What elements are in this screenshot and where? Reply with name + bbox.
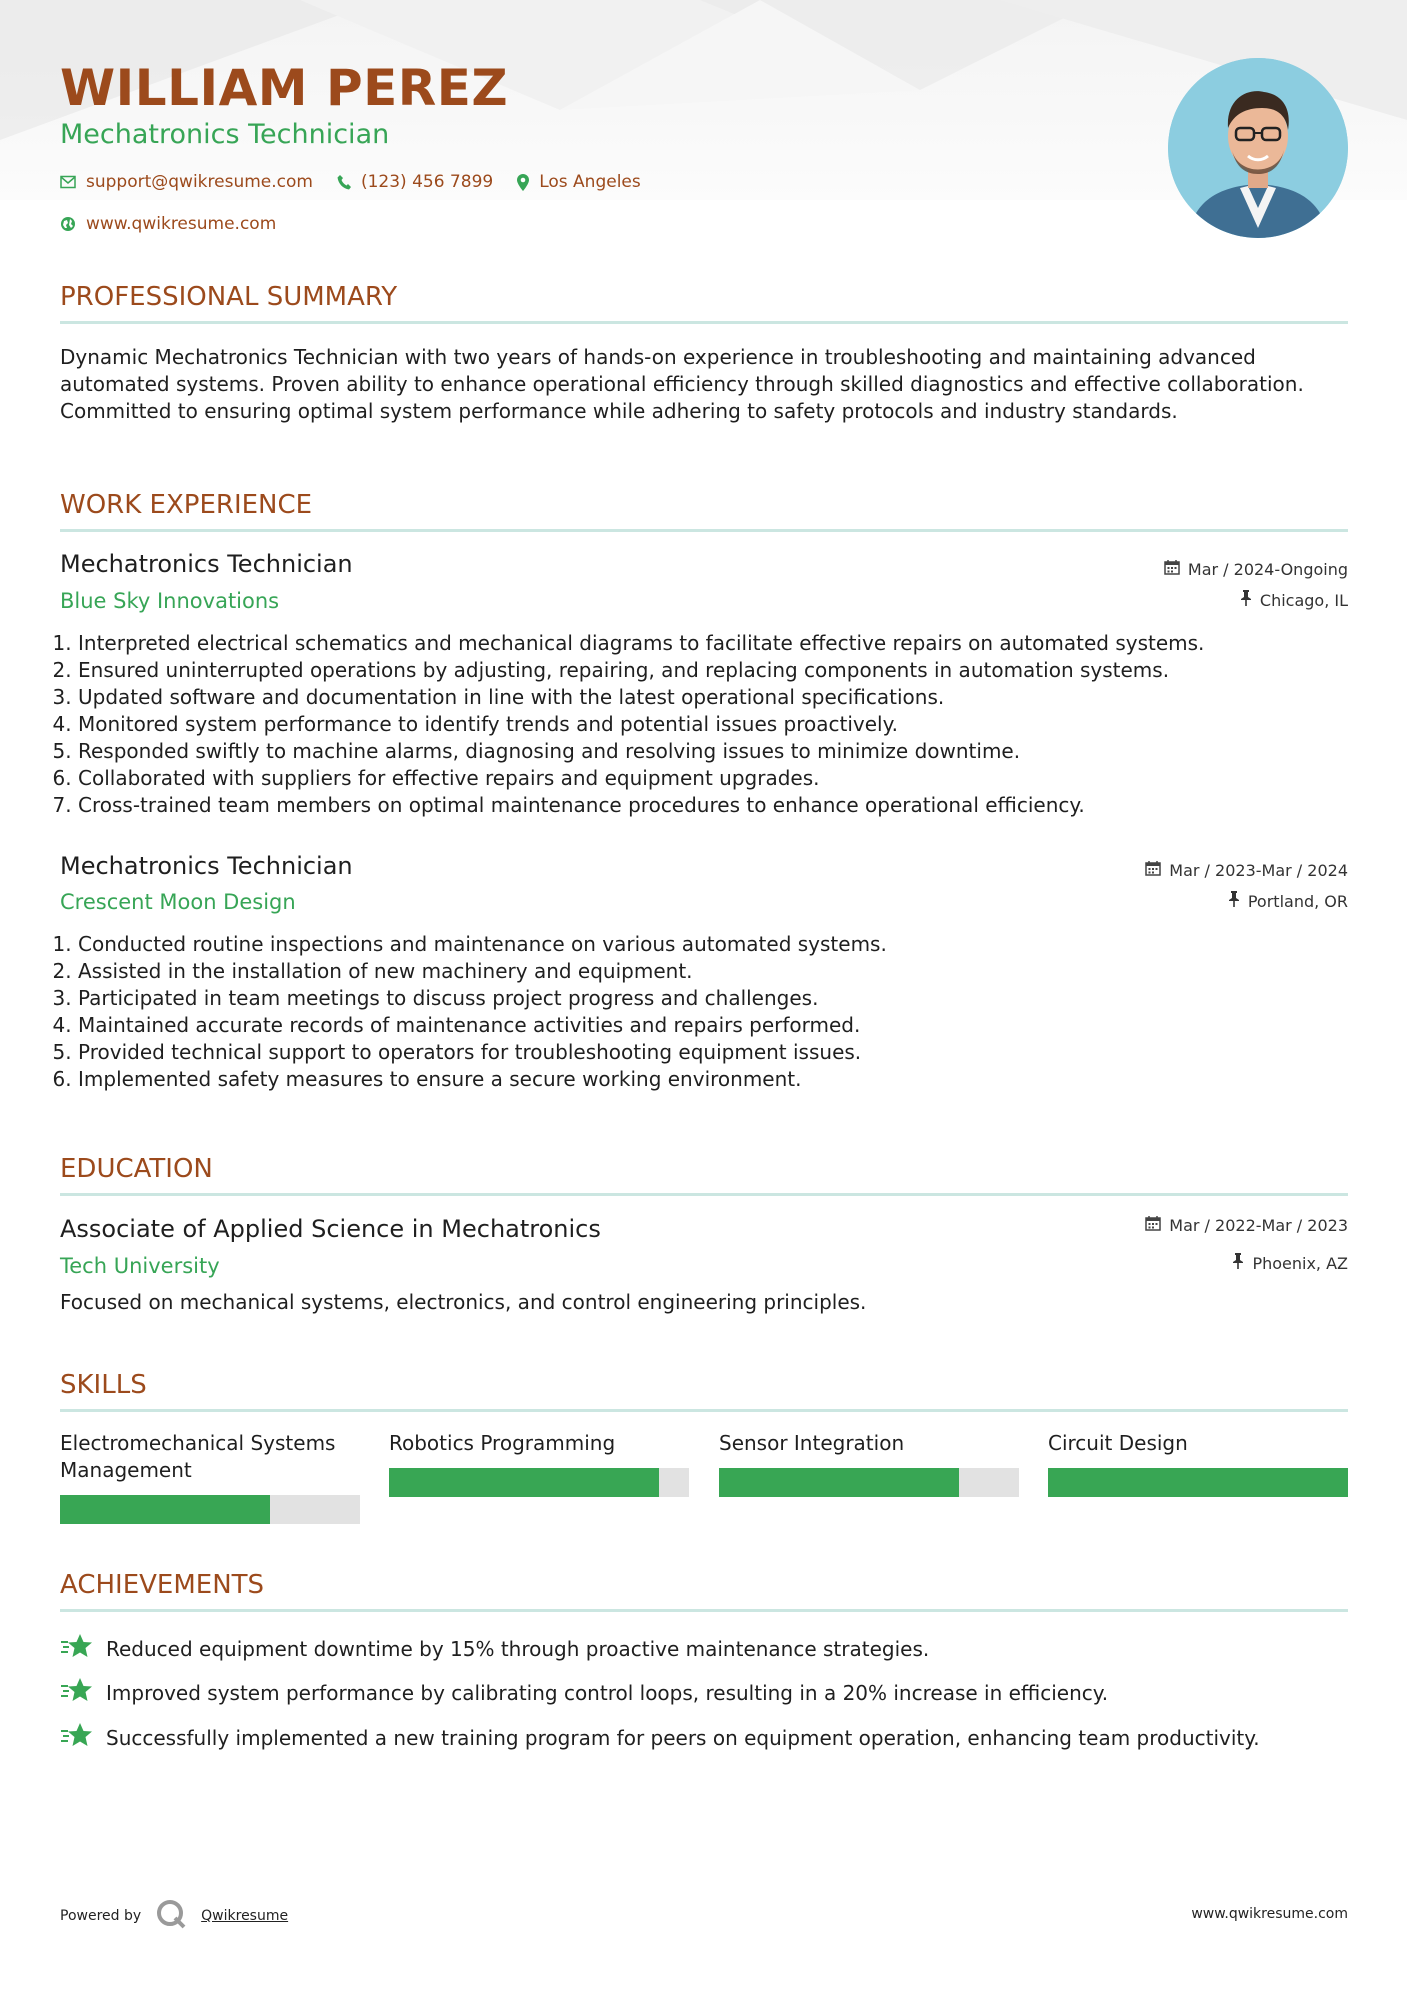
skill-item [389,1430,689,1457]
list-item: 1. Interpreted electrical schematics and mechanical diagrams to facilitate effective repairs on automated systems. [78,630,1368,657]
envelope-icon [60,175,76,189]
phone-number: (123) 456 7899 [360,172,494,192]
education-description: Focused on mechanical systems, electronics, and control engineering principles. [60,1290,867,1314]
skill-name: Electromechanical Systems Management [60,1431,336,1482]
skill-name: Robotics Programming [389,1431,616,1455]
job-location [1240,590,1348,612]
pin-icon [1232,1253,1244,1275]
achievement-text: Successfully implemented a new training program for peers on equipment operation, enhancing team productivity. [106,1726,1260,1750]
achievement-item [60,1633,929,1665]
list-item: 5. Provided technical support to operators for troubleshooting equipment issues. [78,1039,1368,1066]
list-item: 3. Participated in team meetings to discuss project progress and challenges. [78,985,1368,1012]
list-item: 2. Ensured uninterrupted operations by adjusting, repairing, and replacing components in automation systems. [78,657,1368,684]
calendar-icon [1145,1215,1161,1237]
skill-bar [719,1468,1019,1497]
list-item: 1. Conducted routine inspections and maintenance on various automated systems. [78,931,1368,958]
star-icon [60,1633,92,1665]
education-divider [60,1193,1348,1196]
list-item: 6. Implemented safety measures to ensure a secure working environment. [78,1066,1368,1093]
skill-bar [60,1495,360,1524]
skill-bar [389,1468,689,1497]
star-icon [60,1677,92,1709]
job-bullets [40,630,1368,819]
list-item: 6. Collaborated with suppliers for effective repairs and equipment upgrades. [78,765,1368,792]
experience-heading: WORK EXPERIENCE [60,490,313,520]
pin-icon [1240,590,1252,612]
footer-powered-by [60,1898,288,1934]
website-link[interactable]: www.qwikresume.com [86,214,277,234]
qwikresume-logo-icon [155,1898,187,1934]
job-location [1228,891,1348,913]
list-item: 3. Updated software and documentation in line with the latest operational specifications. [78,684,1368,711]
job-location-text: Portland, OR [1247,892,1348,911]
education-heading: EDUCATION [60,1154,213,1184]
pin-icon [1228,891,1240,913]
website-row [60,214,276,234]
list-item: 2. Assisted in the installation of new machinery and equipment. [78,958,1368,985]
job-role: Mechatronics Technician [60,852,353,880]
experience-divider [60,529,1348,532]
job-dates [1164,559,1348,581]
powered-by-label: Powered by [60,1908,142,1924]
education-dates [1145,1215,1348,1237]
job-dates [1145,860,1348,882]
achievements-heading: ACHIEVEMENTS [60,1570,265,1600]
job-dates-text: Mar / 2023-Mar / 2024 [1169,861,1348,880]
company-name: Blue Sky Innovations [60,589,280,613]
phone-icon [337,174,351,190]
skill-item [1048,1430,1348,1457]
profile-photo [1168,58,1348,238]
skill-bar [1048,1468,1348,1497]
list-item: 4. Monitored system performance to identify trends and potential issues proactively. [78,711,1368,738]
summary-text: Dynamic Mechatronics Technician with two years of hands-on experience in troubleshooting and maintaining advanced automated systems. Proven ability to enhance operational efficiency through skilled diagnostics and effective collaboration. Committed to ensuring optimal system performance while adhering to safety protocols and industry standards. [60,345,1304,423]
calendar-icon [1164,559,1180,581]
achievements-divider [60,1609,1348,1612]
job-dates-text: Mar / 2024-Ongoing [1187,560,1348,579]
summary-heading: PROFESSIONAL SUMMARY [60,282,398,312]
company-name: Crescent Moon Design [60,890,296,914]
education-location-text: Phoenix, AZ [1252,1254,1348,1273]
skill-bar-fill [719,1468,959,1497]
job-bullets [40,931,1368,1093]
qwikresume-link[interactable]: Qwikresume [201,1908,289,1924]
map-marker-icon [517,174,529,191]
candidate-title: Mechatronics Technician [60,119,390,150]
skills-heading: SKILLS [60,1370,147,1400]
globe-icon [60,216,76,232]
summary-divider [60,321,1348,324]
email-link[interactable]: support@qwikresume.com [86,172,313,192]
education-dates-text: Mar / 2022-Mar / 2023 [1169,1216,1348,1235]
achievement-text: Reduced equipment downtime by 15% through proactive maintenance strategies. [106,1637,930,1661]
star-icon [60,1722,92,1754]
degree-title: Associate of Applied Science in Mechatronics [60,1215,601,1243]
skills-divider [60,1409,1348,1412]
footer-website[interactable]: www.qwikresume.com [1191,1906,1348,1922]
skill-item [719,1430,1019,1457]
achievement-item [60,1677,1108,1709]
list-item: 5. Responded swiftly to machine alarms, diagnosing and resolving issues to minimize downtime. [78,738,1368,765]
skill-name: Circuit Design [1048,1431,1188,1455]
skill-bar-fill [60,1495,270,1524]
achievement-text: Improved system performance by calibrating control loops, resulting in a 20% increase in efficiency. [106,1681,1109,1705]
achievement-item [60,1722,1260,1754]
candidate-name: WILLIAM PEREZ [60,59,509,117]
skill-item [60,1430,360,1484]
contact-row [60,172,641,192]
list-item: 7. Cross-trained team members on optimal maintenance procedures to enhance operational efficiency. [78,792,1368,819]
education-location [1232,1253,1348,1275]
skill-name: Sensor Integration [719,1431,905,1455]
job-role: Mechatronics Technician [60,550,353,578]
job-location-text: Chicago, IL [1259,591,1348,610]
list-item: 4. Maintained accurate records of maintenance activities and repairs performed. [78,1012,1368,1039]
skill-bar-fill [389,1468,659,1497]
skill-bar-fill [1048,1468,1348,1497]
calendar-icon [1145,860,1161,882]
location-text: Los Angeles [539,172,641,192]
school-name: Tech University [60,1254,220,1278]
